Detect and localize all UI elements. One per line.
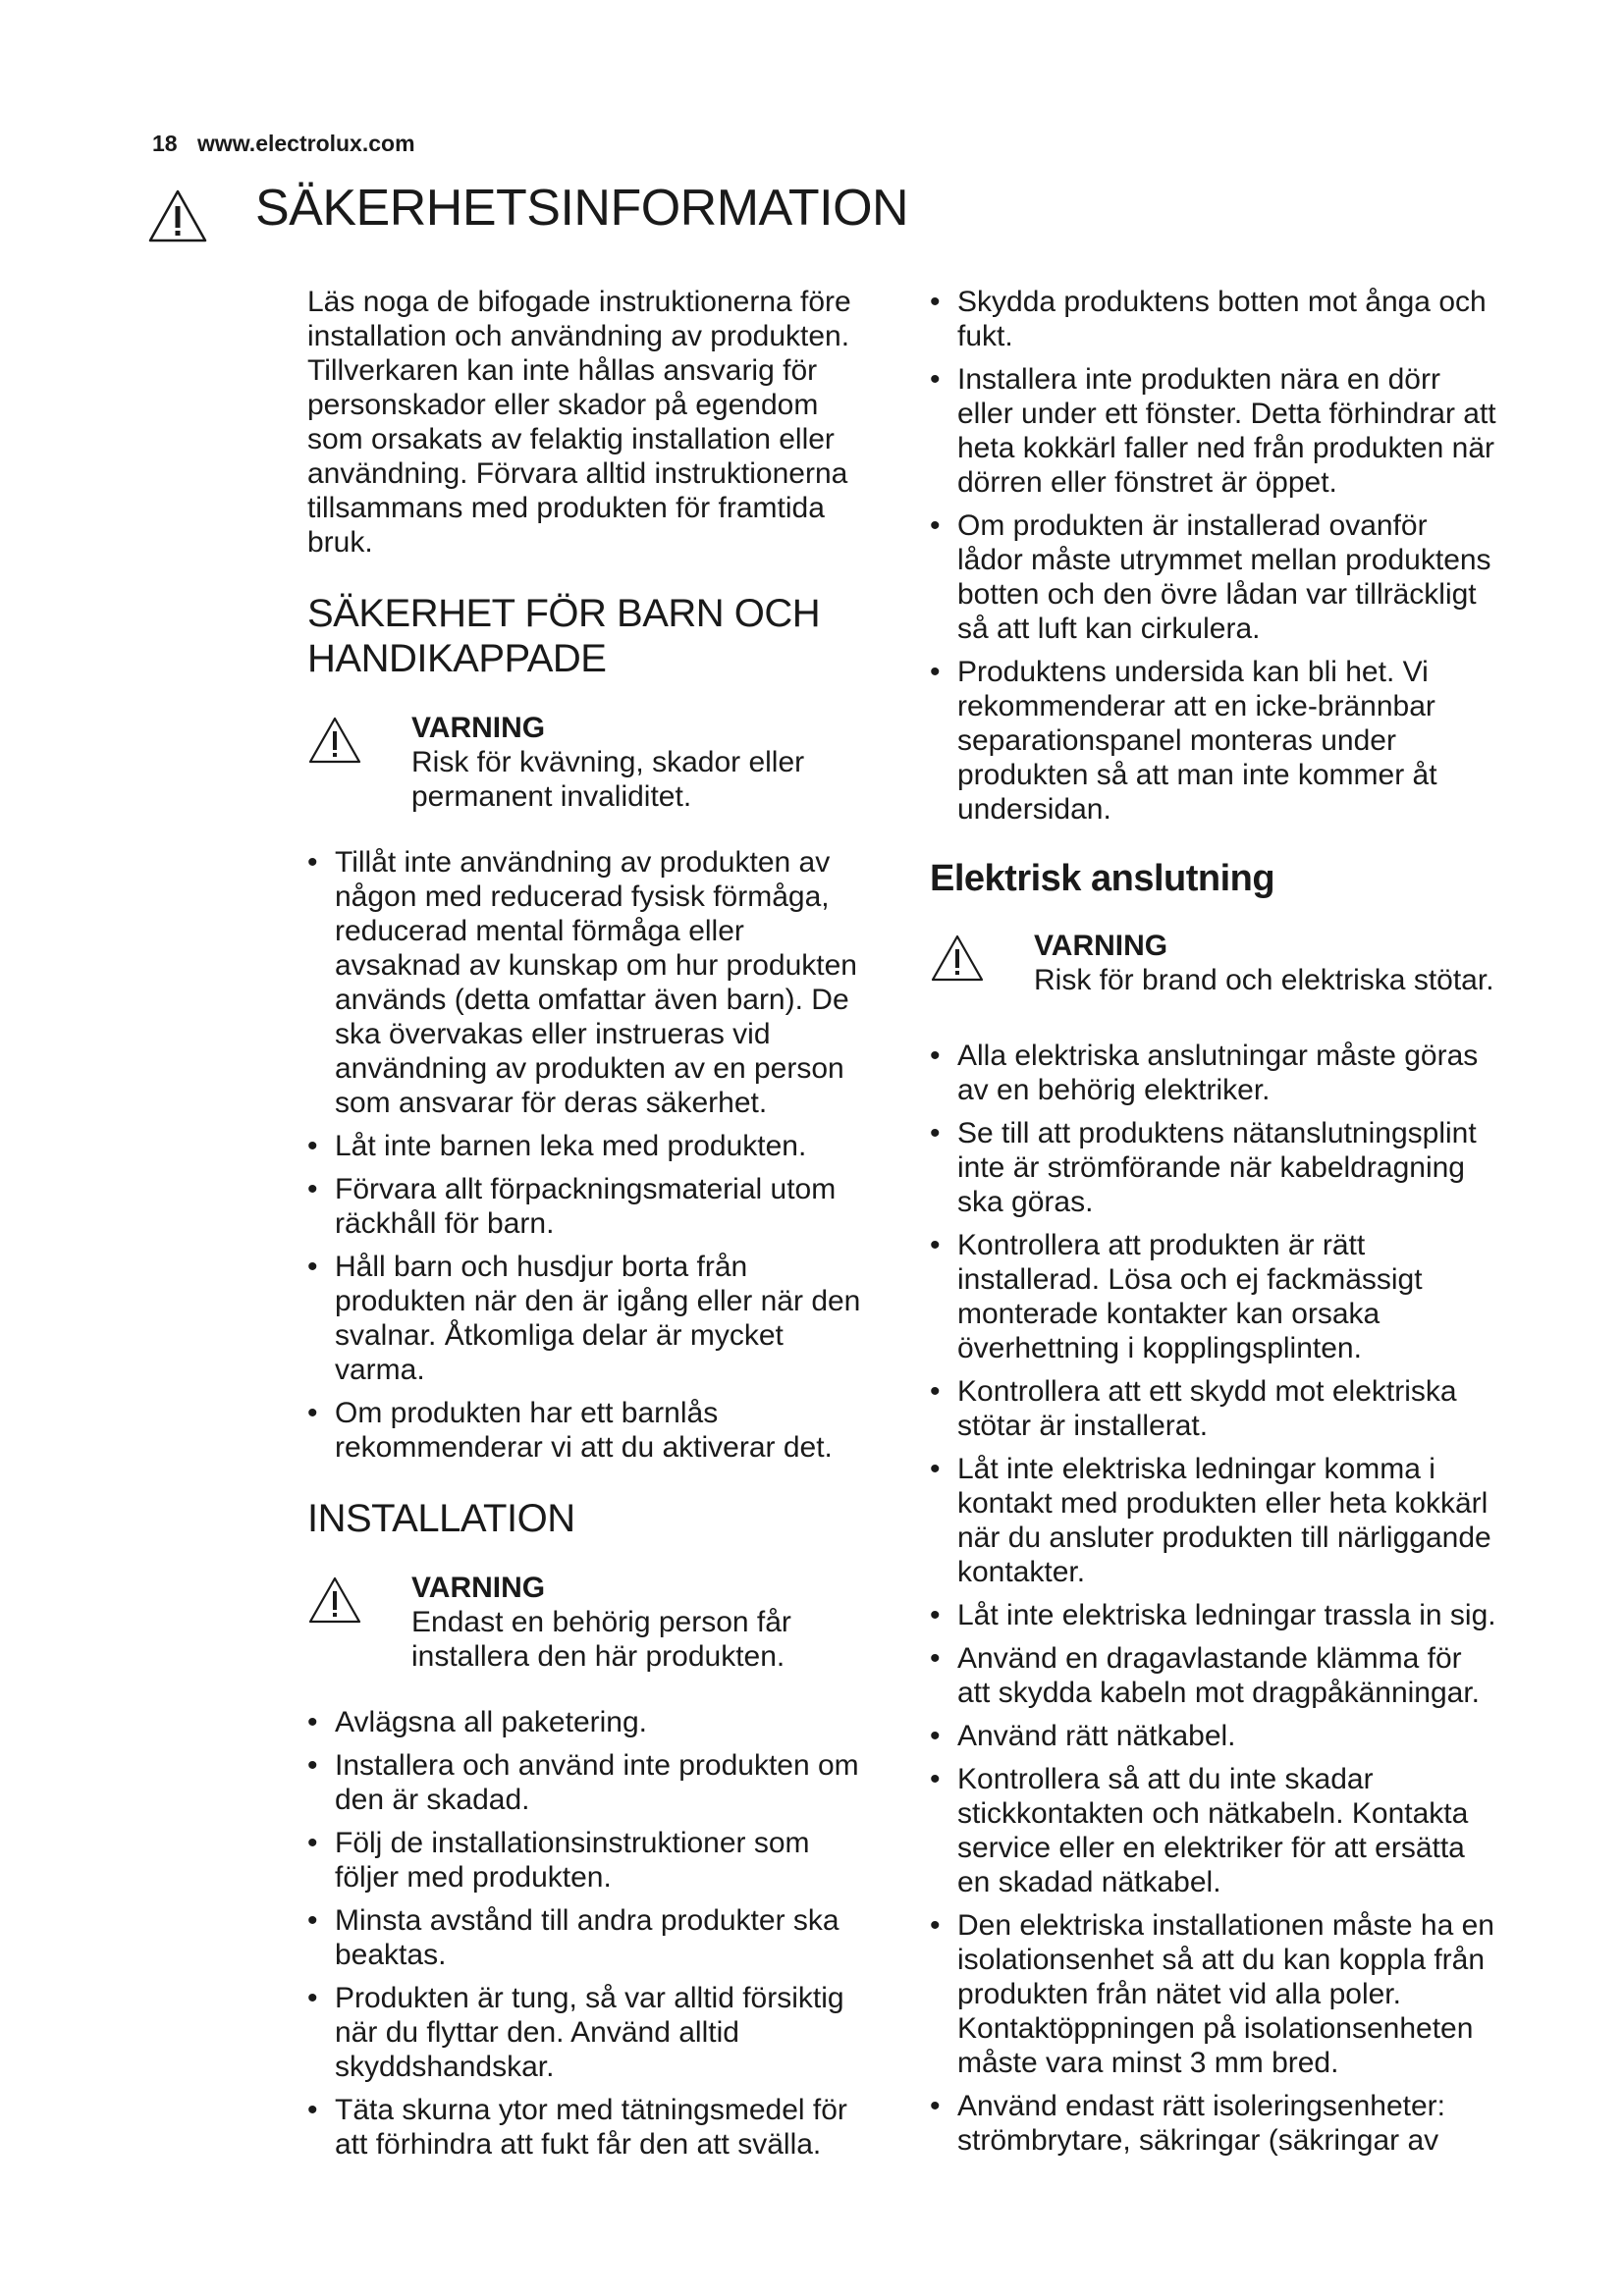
website-link[interactable]: www.electrolux.com	[196, 131, 415, 156]
warning-triangle-icon	[307, 716, 362, 765]
warning-title: VARNING	[1034, 930, 1168, 962]
list-item: • Om produkten har ett barnlås rekommenderar vi att du aktiverar det.	[307, 1396, 877, 1465]
warning-box	[930, 929, 1499, 1007]
list-item: • Installera och använd inte produkten om den är skadad.	[307, 1748, 877, 1817]
list-item: • Se till att produktens nätanslutningsplint inte är strömförande när kabeldragning ska göras.	[930, 1116, 1499, 1219]
section-heading-children: SÄKERHET FÖR BARN OCH HANDIKAPPADE	[307, 592, 821, 680]
warning-text: Endast en behörig person får installera den här produkten.	[411, 1606, 791, 1673]
warning-triangle-icon	[307, 1575, 362, 1625]
children-safety-list	[307, 845, 877, 1465]
list-item: • Använd endast rätt isoleringsenheter: strömbrytare, säkringar (säkringar av	[930, 2089, 1499, 2158]
warning-box	[307, 711, 877, 814]
list-item: • Produkten är tung, så var alltid försiktig när du flyttar den. Använd alltid skyddshandskar.	[307, 1981, 877, 2084]
page-title: SÄKERHETSINFORMATION	[255, 180, 909, 237]
intro-paragraph: Läs noga de bifogade instruktionerna före installation och användning av produkten. Tillverkaren kan inte hållas ansvarig för personskador eller skador på egendom som orsakats av felaktig installation eller användning. Förvara alltid instruktionerna tillsammans med produkten för framtida bruk.	[307, 286, 851, 559]
list-item: • Låt inte elektriska ledningar komma i kontakt med produkten eller heta kokkärl när du ansluter produkten till närliggande kontakter.	[930, 1452, 1499, 1589]
list-item: • Installera inte produkten nära en dörr eller under ett fönster. Detta förhindrar att heta kokkärl faller ned från produkten när dörren eller fönstret är öppet.	[930, 362, 1499, 500]
list-item: • Håll barn och husdjur borta från produkten när den är igång eller när den svalnar. Åtkomliga delar är mycket varma.	[307, 1250, 877, 1387]
warning-box	[307, 1571, 877, 1674]
list-item: • Förvara allt förpackningsmaterial utom räckhåll för barn.	[307, 1172, 877, 1241]
warning-title: VARNING	[411, 712, 546, 744]
list-item: • Följ de installationsinstruktioner som följer med produkten.	[307, 1826, 877, 1895]
list-item: • Använd en dragavlastande klämma för att skydda kabeln mot dragpåkänningar.	[930, 1641, 1499, 1710]
list-item: • Om produkten är installerad ovanför lådor måste utrymmet mellan produktens botten och den övre lådan var tillräckligt så att luft kan cirkulera.	[930, 508, 1499, 646]
list-item: • Minsta avstånd till andra produkter ska beaktas.	[307, 1903, 877, 1972]
list-item: • Använd rätt nätkabel.	[930, 1719, 1499, 1753]
warning-text: Risk för brand och elektriska stötar.	[1034, 964, 1494, 996]
warning-text: Risk för kvävning, skador eller permanent invaliditet.	[411, 746, 805, 813]
list-item: • Den elektriska installationen måste ha en isolationsenhet så att du kan koppla från produkten från nätet vid alla poler. Kontaktöppningen på isolationsenheten måste vara minst 3 mm bred.	[930, 1908, 1499, 2080]
warning-triangle-icon	[930, 934, 985, 983]
list-item: • Skydda produktens botten mot ånga och fukt.	[930, 285, 1499, 353]
list-item: • Låt inte barnen leka med produkten.	[307, 1129, 877, 1163]
list-item: • Kontrollera att produkten är rätt installerad. Lösa och ej fackmässigt monterade kontakter kan orsaka överhettning i kopplingsplinten.	[930, 1228, 1499, 1365]
list-item: • Avlägsna all paketering.	[307, 1705, 877, 1739]
list-item: • Låt inte elektriska ledningar trassla in sig.	[930, 1598, 1499, 1632]
electrical-list	[930, 1039, 1499, 2158]
list-item: • Tillåt inte användning av produkten av någon med reducerad fysisk förmåga, reducerad mental förmåga eller avsaknad av kunskap om hur produkten används (detta omfattar även barn). De ska övervakas eller instrueras vid användning av produkten av en person som ansvarar för deras säkerhet.	[307, 845, 877, 1120]
installation-list	[307, 1705, 877, 2162]
list-item: • Alla elektriska anslutningar måste göras av en behörig elektriker.	[930, 1039, 1499, 1107]
list-item: • Produktens undersida kan bli het. Vi rekommenderar att en icke-brännbar separationspanel monteras under produkten så att man inte kommer åt undersidan.	[930, 655, 1499, 827]
list-item: • Kontrollera så att du inte skadar stickkontakten och nätkabeln. Kontakta service eller en elektriker för att ersätta en skadad nätkabel.	[930, 1762, 1499, 1899]
warning-title: VARNING	[411, 1572, 546, 1604]
section-heading-electrical: Elektrisk anslutning	[930, 858, 1275, 899]
section-heading-installation: INSTALLATION	[307, 1497, 575, 1540]
page-number: 18	[152, 131, 178, 156]
list-item: • Täta skurna ytor med tätningsmedel för att förhindra att fukt får den att svälla.	[307, 2093, 877, 2162]
left-column	[307, 285, 877, 2170]
page-header	[152, 131, 415, 157]
installation-list-continued	[930, 285, 1499, 827]
list-item: • Kontrollera att ett skydd mot elektriska stötar är installerat.	[930, 1374, 1499, 1443]
warning-triangle-icon	[147, 188, 208, 243]
right-column	[930, 285, 1499, 2166]
